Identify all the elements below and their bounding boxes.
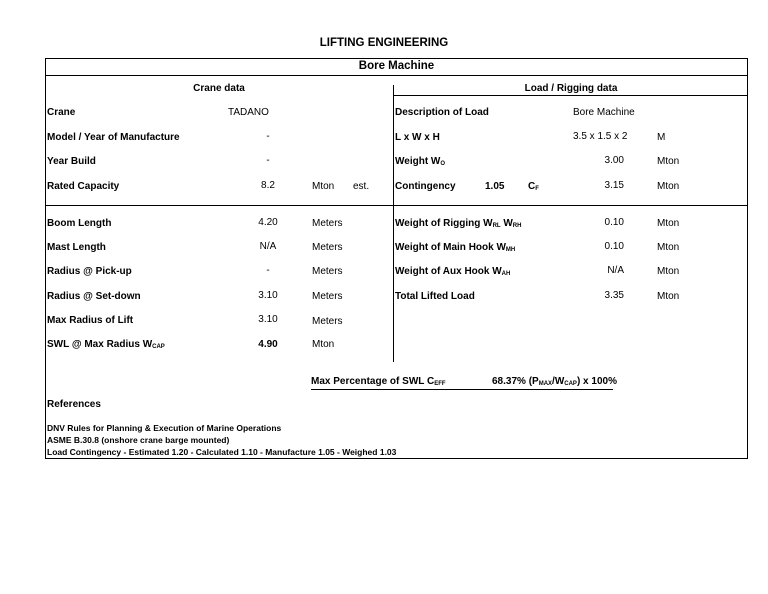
mast-value: N/A xyxy=(259,241,277,252)
setdown-label: Radius @ Set-down xyxy=(47,291,141,302)
capacity-value: 8.2 xyxy=(261,180,275,191)
swl-label: SWL @ Max Radius $W_{CAP}$ xyxy=(47,339,165,350)
lifting-table xyxy=(45,58,748,459)
weight-label: Weight $W_O$ xyxy=(395,156,446,167)
setdown-value: 3.10 xyxy=(258,290,278,301)
weight-unit: Mton xyxy=(657,156,680,167)
divider-line xyxy=(394,95,748,96)
model-value: - xyxy=(266,131,270,142)
aux-hook-unit: Mton xyxy=(657,266,680,277)
contingency-factor: 1.05 xyxy=(485,181,505,192)
swl-percentage-label: Max Percentage of SWL $C_{EFF}$ xyxy=(311,376,446,387)
contingency-symbol: $C_F$ xyxy=(528,181,539,192)
desc-value: Bore Machine xyxy=(573,107,635,118)
rigging-label: Weight of Rigging $W_{RL}$ $W_{RH}$ xyxy=(395,218,522,229)
divider-line xyxy=(45,205,748,206)
reference-line: DNV Rules for Planning & Execution of Marine Operations xyxy=(47,423,282,433)
pickup-value: - xyxy=(266,265,270,276)
column-divider xyxy=(393,85,394,362)
page-title: LIFTING ENGINEERING xyxy=(319,37,449,49)
divider-line xyxy=(45,75,748,76)
year-value: - xyxy=(266,155,270,166)
swl-unit: Mton xyxy=(312,339,335,350)
crane-data-header: Crane data xyxy=(193,83,245,94)
swl-value: 4.90 xyxy=(258,339,278,350)
boom-unit: Meters xyxy=(312,218,343,229)
maxrad-value: 3.10 xyxy=(258,314,278,325)
capacity-note: est. xyxy=(353,181,370,192)
reference-line: Load Contingency - Estimated 1.20 - Calculated 1.10 - Manufacture 1.05 - Weighed 1.03 xyxy=(47,447,397,457)
mast-unit: Meters xyxy=(312,242,343,253)
year-label: Year Build xyxy=(47,156,96,167)
model-label: Model / Year of Manufacture xyxy=(47,132,180,143)
total-load-label: Total Lifted Load xyxy=(395,291,475,302)
rigging-unit: Mton xyxy=(657,218,680,229)
maxrad-label: Max Radius of Lift xyxy=(47,315,134,326)
contingency-label: Contingency xyxy=(395,181,456,192)
lwh-label: L x W x H xyxy=(395,132,440,143)
load-data-header: Load / Rigging data xyxy=(524,83,618,94)
weight-value: 3.00 xyxy=(604,155,624,166)
reference-line: ASME B.30.8 (onshore crane barge mounted) xyxy=(47,435,230,445)
maxrad-unit: Meters xyxy=(312,316,343,327)
lwh-unit: M xyxy=(657,132,666,143)
aux-hook-label: Weight of Aux Hook $W_{AH}$ xyxy=(395,266,511,277)
total-load-unit: Mton xyxy=(657,291,680,302)
lwh-value: 3.5 x 1.5 x 2 xyxy=(573,131,628,142)
contingency-value: 3.15 xyxy=(604,180,624,191)
contingency-unit: Mton xyxy=(657,181,680,192)
references-heading: References xyxy=(47,399,101,410)
rigging-value: 0.10 xyxy=(604,217,624,228)
swl-percentage-value: 68.37% $(P_{MAX}/W_{CAP})$ x 100% xyxy=(492,376,617,387)
main-hook-value: 0.10 xyxy=(604,241,624,252)
setdown-unit: Meters xyxy=(312,291,343,302)
boom-label: Boom Length xyxy=(47,218,112,229)
mast-label: Mast Length xyxy=(47,242,106,253)
main-hook-label: Weight of Main Hook $W_{MH}$ xyxy=(395,242,516,253)
table-subtitle: Bore Machine xyxy=(358,60,435,72)
capacity-unit: Mton xyxy=(312,181,335,192)
summary-underline xyxy=(311,389,613,390)
total-load-value: 3.35 xyxy=(604,290,624,301)
pickup-label: Radius @ Pick-up xyxy=(47,266,132,277)
aux-hook-value: N/A xyxy=(607,265,624,276)
capacity-label: Rated Capacity xyxy=(47,181,120,192)
main-hook-unit: Mton xyxy=(657,242,680,253)
crane-value: TADANO xyxy=(228,107,269,118)
crane-label: Crane xyxy=(47,107,76,118)
desc-label: Description of Load xyxy=(395,107,489,118)
boom-value: 4.20 xyxy=(258,217,278,228)
pickup-unit: Meters xyxy=(312,266,343,277)
